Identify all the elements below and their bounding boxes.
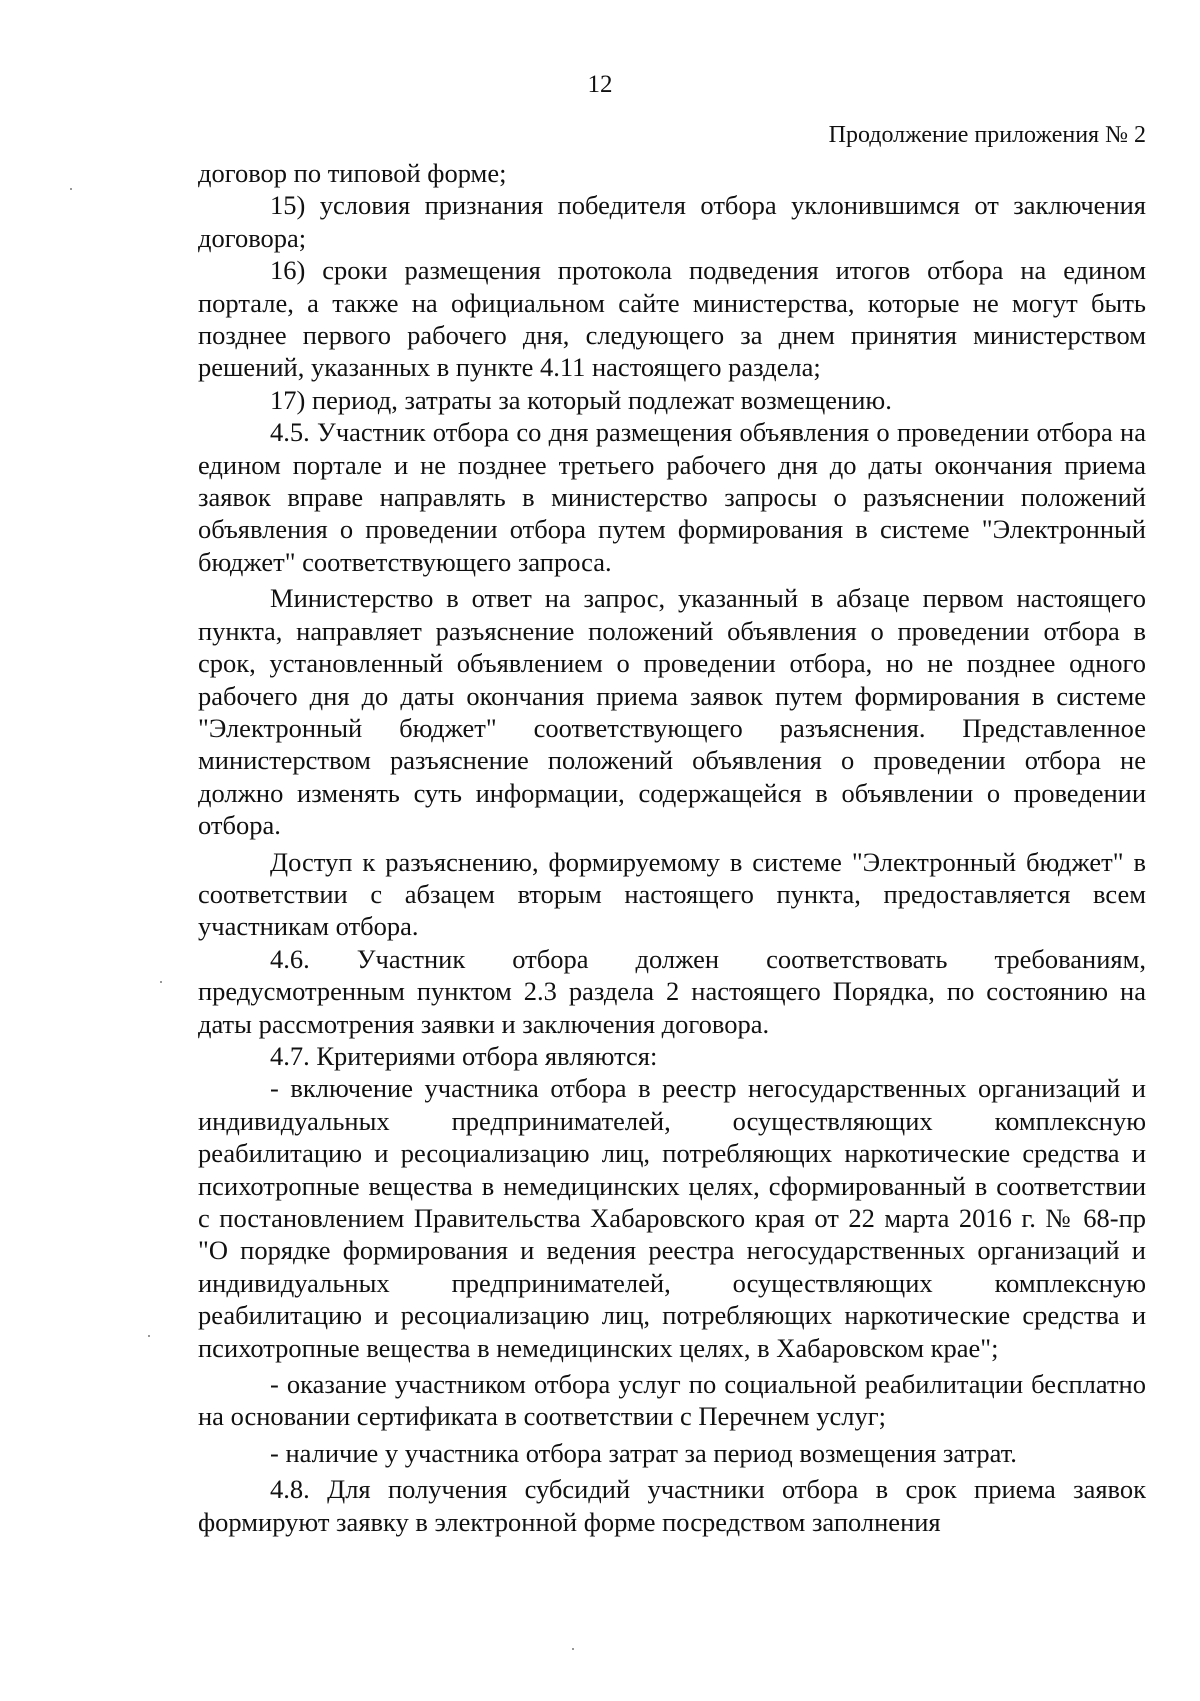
scan-speck [572, 1648, 574, 1650]
paragraph-ministry-response: Министерство в ответ на запрос, указанный в абзаце первом настоящего пункта, направляет разъяснение положений объявления о проведении отбора в срок, установленный объявлением о проведении отбора, но не позднее одного рабочего дня до даты окончания приема заявок путем формирования в системе "Электронный бюджет" соответствующего разъяснения. Представленное министерством разъяснение положений объявления о проведении отбора не должно изменять суть информации, содержащейся в объявлении о проведении отбора. [198, 583, 1146, 841]
document-body [198, 157, 1146, 1538]
list-item-registry-inclusion: - включение участника отбора в реестр негосударственных организаций и индивидуальных предпринимателей, осуществляющих комплексную реабилитацию и ресоциализацию лиц, потребляющих наркотические средства и психотропные вещества в немедицинских целях, сформированный в соответствии с постановлением Правительства Хабаровского края от 22 марта 2016 г. № 68-пр "О порядке формирования и ведения реестра негосударственных организаций и индивидуальных предпринимателей, осуществляющих комплексную реабилитацию и ресоциализацию лиц, потребляющих наркотические средства и психотропные вещества в немедицинских целях, в Хабаровском крае"; [198, 1073, 1146, 1363]
paragraph-4-6: 4.6. Участник отбора должен соответствовать требованиям, предусмотренным пунктом 2.3 раздела 2 настоящего Порядка, по состоянию на даты рассмотрения заявки и заключения договора. [198, 943, 1146, 1039]
paragraph-4-7: 4.7. Критериями отбора являются: [270, 1040, 658, 1071]
paragraph-access-to-clarification: Доступ к разъяснению, формируемому в системе "Электронный бюджет" в соответствии с абзацем вторым настоящего пункта, предоставляется всем участникам отбора. [198, 846, 1146, 942]
paragraph-contract-standard-form: договор по типовой форме; [198, 158, 507, 188]
scan-speck [160, 981, 162, 983]
page-number: 12 [587, 71, 613, 98]
paragraph-item-17: 17) период, затраты за который подлежат возмещению. [270, 384, 892, 415]
paragraph-item-15: 15) условия признания победителя отбора уклонившимся от заключения договора; [198, 190, 1146, 253]
list-item-free-services: - оказание участником отбора услуг по социальной реабилитации бесплатно на основании сертификата в соответствии с Перечнем услуг; [198, 1369, 1146, 1432]
appendix-continuation-note: Продолжение приложения № 2 [828, 122, 1146, 148]
paragraph-4-8: 4.8. Для получения субсидий участники отбора в срок приема заявок формируют заявку в электронной форме посредством заполнения [198, 1474, 1146, 1537]
scan-speck [70, 188, 72, 190]
scan-speck [148, 1335, 150, 1337]
paragraph-item-16: 16) сроки размещения протокола подведения итогов отбора на едином портале, а также на официальном сайте министерства, которые не могут быть позднее первого рабочего дня, следующего за днем принятия министерством решений, указанных в пункте 4.11 настоящего раздела; [198, 255, 1146, 383]
paragraph-4-5: 4.5. Участник отбора со дня размещения объявления о проведении отбора на едином портале и не позднее третьего рабочего дня до даты окончания приема заявок вправе направлять в министерство запросы о разъяснении положений объявления о проведении отбора путем формирования в системе "Электронный бюджет" соответствующего запроса. [198, 417, 1146, 577]
list-item-costs-incurred: - наличие у участника отбора затрат за период возмещения затрат. [270, 1437, 1017, 1468]
